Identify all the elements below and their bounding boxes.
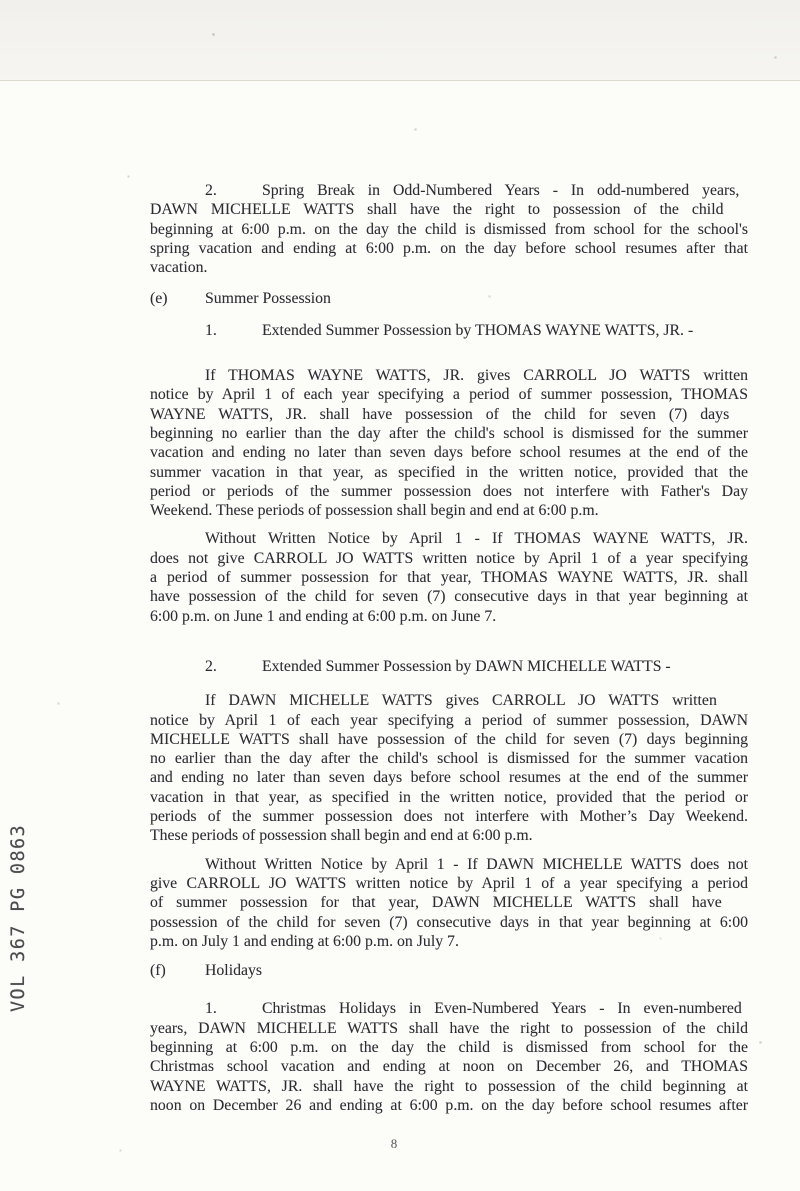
- text-line-content: spring vacation and ending at 6:00 p.m. on the day before school resumes after that: [150, 239, 748, 257]
- text-line-content: of summer possession for that year, DAWN MICHELLE WATTS shall have: [150, 894, 722, 912]
- section-letter: (e): [150, 290, 168, 308]
- text-line: [150, 826, 748, 845]
- text-line: [150, 424, 748, 443]
- para-without-notice-thomas: [150, 529, 748, 625]
- heading-line: [150, 657, 748, 676]
- text-line-content: 6:00 p.m. on June 1 and ending at 6:00 p.m. on June 7.: [150, 607, 497, 625]
- text-line-content: If THOMAS WAYNE WATTS, JR. gives CARROLL JO WATTS written: [205, 367, 748, 385]
- text-line-content: notice by April 1 of each year specifying a period of summer possession, DAWN: [150, 711, 748, 729]
- item-number: 1.: [205, 1000, 217, 1018]
- text-line: [150, 1077, 748, 1096]
- text-line-content: Without Written Notice by April 1 - If DAWN MICHELLE WATTS does not: [205, 855, 748, 873]
- heading-title: Extended Summer Possession by DAWN MICHELLE WATTS -: [262, 657, 671, 675]
- text-line: [150, 443, 748, 462]
- text-line: [150, 463, 748, 482]
- text-line-content: beginning at 6:00 p.m. on the day the child is dismissed from school for the school's: [150, 220, 748, 238]
- heading-extended-summer-dawn: [150, 657, 748, 676]
- para-summer-notice-dawn: [150, 691, 748, 845]
- text-line-content: no earlier than the day after the child's school is dismissed for the summer vacation: [150, 750, 748, 768]
- text-line: [150, 730, 748, 749]
- text-line: [150, 385, 748, 404]
- text-line-content: WAYNE WATTS, JR. shall have the right to possession of the child beginning at: [150, 1077, 748, 1095]
- heading-line: [150, 961, 748, 980]
- text-line-content: If DAWN MICHELLE WATTS gives CARROLL JO WATTS written: [205, 692, 717, 710]
- heading-holidays: [150, 961, 748, 980]
- text-line: [150, 200, 748, 219]
- text-line: [150, 768, 748, 787]
- scan-noise: [0, 0, 1, 1]
- text-line-content: Christmas Holidays in Even-Numbered Years - In even-numbered: [262, 1000, 742, 1018]
- text-line-content: noon on December 26 and ending at 6:00 p.m. on the day before school resumes after: [150, 1096, 748, 1114]
- text-line: [150, 691, 748, 710]
- text-line: [150, 999, 748, 1018]
- text-line-content: a period of summer possession for that year, THOMAS WAYNE WATTS, JR. shall: [150, 569, 748, 587]
- text-line: [150, 568, 748, 587]
- text-line-content: notice by April 1 of each year specifying a period of summer possession, THOMAS: [150, 386, 748, 404]
- para-spring-break-odd-years: [150, 181, 748, 277]
- text-line: [150, 1057, 748, 1076]
- heading-line: [150, 289, 748, 308]
- item-number: 2.: [205, 182, 217, 199]
- text-line: [150, 529, 748, 548]
- heading-summer-possession: [150, 289, 748, 308]
- text-line: [150, 181, 748, 200]
- para-without-notice-dawn: [150, 855, 748, 951]
- text-line-content: DAWN MICHELLE WATTS shall have the right to possession of the child: [150, 201, 724, 219]
- text-line: [150, 258, 748, 277]
- para-christmas-even-years: [150, 999, 748, 1115]
- text-line-content: Christmas school vacation and ending at noon on December 26, and THOMAS: [150, 1058, 748, 1076]
- text-line: [150, 239, 748, 258]
- text-line: [150, 587, 748, 606]
- volume-page-stamp-anchor: [8, 823, 29, 1014]
- heading-title: Summer Possession: [205, 290, 331, 308]
- text-line: [150, 855, 748, 874]
- document-body: [150, 181, 748, 1115]
- text-line-content: does not give CARROLL JO WATTS written notice by April 1 of a year specifying: [150, 549, 748, 567]
- heading-line: [150, 321, 748, 340]
- text-line: [150, 366, 748, 385]
- item-number: 1.: [205, 321, 217, 339]
- heading-title: Holidays: [205, 962, 263, 980]
- text-line: [150, 549, 748, 568]
- text-line-content: have possession of the child for seven (7) consecutive days in that year beginning at: [150, 588, 748, 606]
- text-line: [150, 749, 748, 768]
- text-line: [150, 1096, 748, 1115]
- text-line: [150, 788, 748, 807]
- heading-extended-summer-thomas: [150, 321, 748, 340]
- text-line-content: Spring Break in Odd-Numbered Years - In odd-numbered years,: [262, 182, 740, 199]
- scan-edge-band: [0, 0, 800, 81]
- text-line-content: Weekend. These periods of possession shall begin and end at 6:00 p.m.: [150, 502, 599, 520]
- text-line-content: possession of the child for seven (7) consecutive days in that year beginning at 6:00: [150, 913, 748, 931]
- text-line: [150, 607, 748, 626]
- text-line-content: periods of the summer possession does not interfere with Mother’s Day Weekend.: [150, 808, 748, 826]
- text-line: [150, 807, 748, 826]
- text-line-content: beginning at 6:00 p.m. on the day the child is dismissed from school for the: [150, 1038, 748, 1056]
- text-line: [150, 913, 748, 932]
- text-line: [150, 874, 748, 893]
- text-line: [150, 501, 748, 520]
- text-line-content: p.m. on July 1 and ending at 6:00 p.m. on July 7.: [150, 932, 459, 950]
- section-letter: (f): [150, 962, 166, 980]
- text-line-content: give CARROLL JO WATTS written notice by April 1 of a year specifying a period: [150, 874, 748, 892]
- heading-title: Extended Summer Possession by THOMAS WAYNE WATTS, JR. -: [262, 321, 694, 339]
- text-line-content: Without Written Notice by April 1 - If THOMAS WAYNE WATTS, JR.: [205, 530, 748, 548]
- text-line: [150, 711, 748, 730]
- text-line-content: These periods of possession shall begin and end at 6:00 p.m.: [150, 827, 533, 845]
- text-line-content: vacation.: [150, 259, 208, 277]
- page-number: 8: [390, 1136, 398, 1151]
- text-line-content: WAYNE WATTS, JR. shall have possession of the child for seven (7) days: [150, 405, 730, 423]
- text-line-content: summer vacation in that year, as specified in the written notice, provided that the: [150, 463, 748, 481]
- text-line-content: vacation and ending no later than seven days before school resumes at the end of the: [150, 444, 748, 462]
- text-line-content: period or periods of the summer possession does not interfere with Father's Day: [150, 482, 748, 500]
- text-line-content: vacation in that year, as specified in the written notice, provided that the period or: [150, 788, 748, 806]
- text-line: [150, 1019, 748, 1038]
- text-line-content: MICHELLE WATTS shall have possession of the child for seven (7) days beginning: [150, 730, 748, 748]
- text-line-content: years, DAWN MICHELLE WATTS shall have the right to possession of the child: [150, 1019, 748, 1037]
- volume-page-stamp: VOL 367 PG 0863: [8, 823, 29, 1012]
- text-line: [150, 220, 748, 239]
- text-line: [150, 932, 748, 951]
- text-line: [150, 405, 748, 424]
- text-line-content: and ending no later than seven days before school resumes at the end of the summer: [150, 769, 748, 787]
- item-number: 2.: [205, 657, 217, 675]
- para-summer-notice-thomas: [150, 366, 748, 520]
- text-line: [150, 482, 748, 501]
- text-line-content: beginning no earlier than the day after the child's school is dismissed for the summer: [150, 424, 748, 442]
- text-line: [150, 1038, 748, 1057]
- text-line: [150, 893, 748, 912]
